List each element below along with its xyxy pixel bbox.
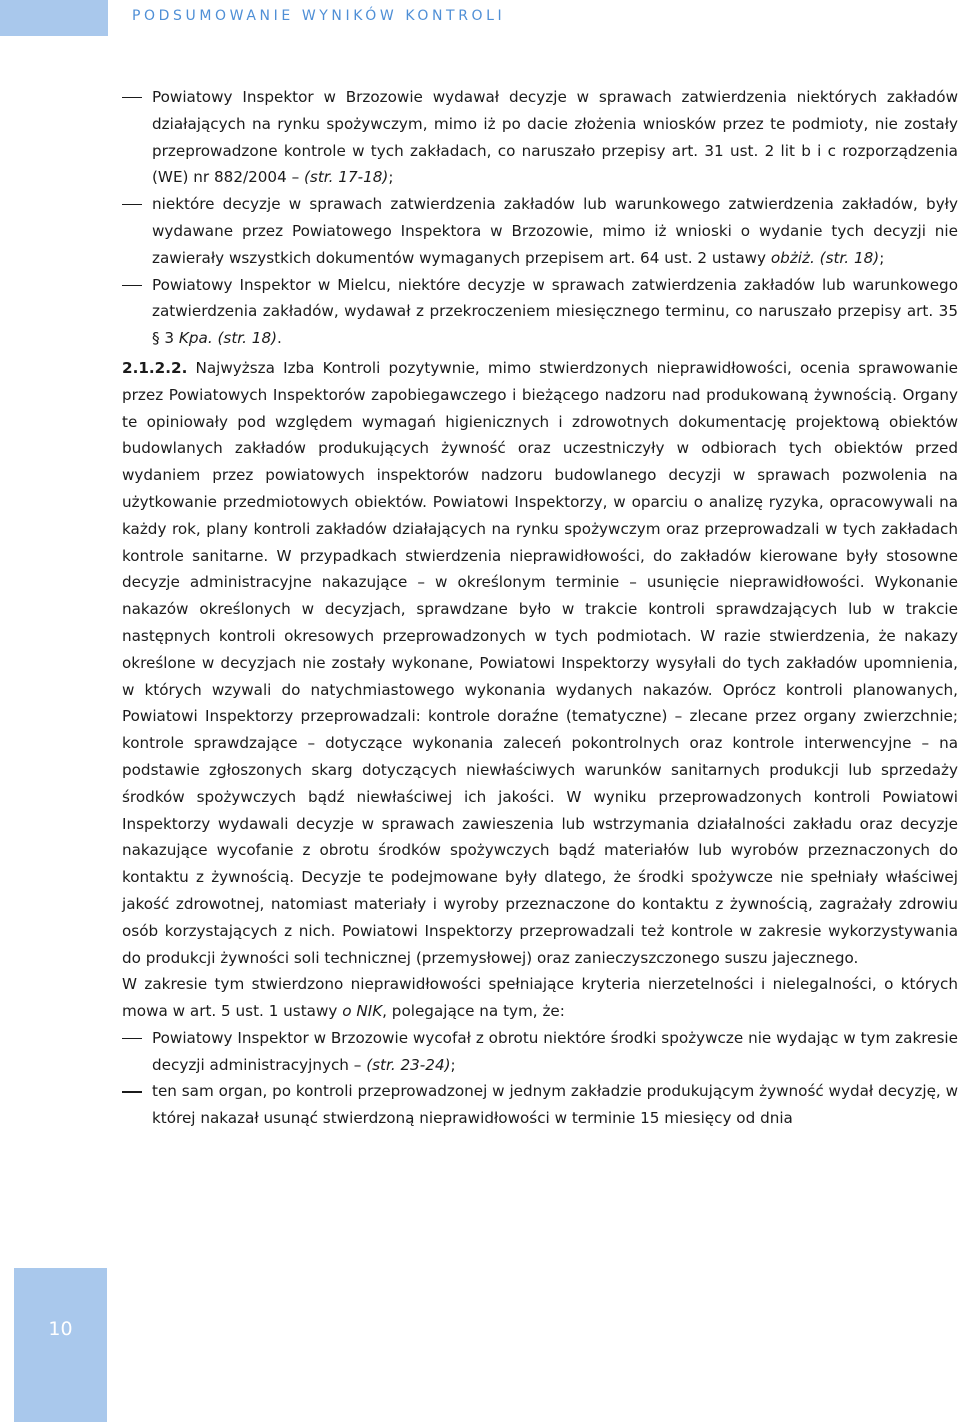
section-number: 2.1.2.2. — [122, 358, 188, 377]
list-item: ten sam organ, po kontroli przeprowadzonej w jednym zakładzie produkującym żywność wydał decyzję, w której nakazał usunąć stwierdzoną nieprawidłowości w terminie 15 miesięcy od dnia — [122, 1078, 958, 1132]
criteria-paragraph: W zakresie tym stwierdzono nieprawidłowości spełniające kryteria nierzetelności i nielegalności, o których mowa w art. 5 ust. 1 ustawy o NIK, polegające na tym, że: — [122, 975, 958, 1021]
findings-list-1 — [122, 84, 958, 352]
running-header-title: PODSUMOWANIE WYNIKÓW KONTROLI — [132, 8, 506, 24]
list-item: Powiatowy Inspektor w Mielcu, niektóre decyzje w sprawach zatwierdzenia zakładów lub warunkowego zatwierdzenia zakładów, wydawał z przekroczeniem miesięcznego terminu, co naruszało przepisy art. 35 § 3 Kpa. (str. 18). — [122, 272, 958, 352]
section-text: Najwyższa Izba Kontroli pozytywnie, mimo stwierdzonych nieprawidłowości, ocenia sprawowanie przez Powiatowych Inspektorów zapobiegawczego i bieżącego nadzoru nad produkowaną żywnością. Organy te opiniowały pod względem wymagań higienicznych i zdrowotnych dokumentację projektową obiektów budowlanych zakładów produkujących żywność oraz uczestniczyły w odbiorach tych obiektów przed wydaniem przez powiatowych inspektorów nadzoru budowlanego decyzji w sprawach pozwolenia na użytkowanie przedmiotowych obiektów. Powiatowi Inspektorzy, w oparciu o analizę ryzyka, opracowywali na każdy rok, plany kontroli zakładów działających na rynku spożywczym oraz przeprowadzali w tych zakładach kontrole sanitarne. W przypadkach stwierdzenia nieprawidłowości, do zakładów kierowane były stosowne decyzje administracyjne nakazujące – w określonym terminie – usunięcie nieprawidłowości. Wykonanie nakazów określonych w decyzjach, sprawdzane było w trakcie kontroli sprawdzających lub w trakcie następnych kontroli okresowych przeprowadzonych w tych podmiotach. W razie stwierdzenia, że nakazy określone w decyzjach nie zostały wykonane, Powiatowi Inspektorzy wysyłali do tych zakładów upomnienia, w których wzywali do natychmiastowego wykonania wydanych nakazów. Oprócz kontroli planowanych, Powiatowi Inspektorzy przeprowadzali: kontrole doraźne (tematyczne) – zlecane przez organy zwierzchnie; kontrole sprawdzające – dotyczące wykonania zaleceń pokontrolnych oraz kontrole interwencyjne – na podstawie zgłoszonych skarg dotyczących niewłaściwych warunków sanitarnych produkcji lub sprzedaży środków spożywczych bądź niewłaściwej ich jakości. W wyniku przeprowadzonych kontroli Powiatowi Inspektorzy wydawali decyzje w sprawach zawieszenia lub wstrzymania działalności zakładu oraz decyzje nakazujące wycofanie z obrotu środków spożywczych bądź materiałów lub wyrobów przeznaczonych do kontaktu z żywnością. Decyzje te podejmowane były dlatego, że środki spożywcze nie spełniały właściwej jakość zdrowotnej, natomiast materiały i wyroby przeznaczone do kontaktu z żywnością, zagrażały zdrowiu osób korzystających z nich. Powiatowi Inspektorzy przeprowadzali też kontrole w zakresie wykorzystywania do produkcji żywności soli technicznej (przemysłowej) oraz zanieczyszczonego suszu jajecznego. — [122, 358, 959, 967]
section-paragraph — [122, 355, 958, 971]
list-item: Powiatowy Inspektor w Brzozowie wydawał decyzje w sprawach zatwierdzenia niektórych zakładów działających na rynku spożywczym, mimo iż po dacie złożenia wniosków przez te podmioty, nie zostały przeprowadzone kontrole w tych zakładach, co naruszało przepisy art. 31 ust. 2 lit b i c rozporządzenia (WE) nr 882/2004 – (str. 17-18); — [122, 84, 958, 191]
list-item: Powiatowy Inspektor w Brzozowie wycofał z obrotu niektóre środki spożywcze nie wydając w tym zakresie decyzji administracyjnych – (str. 23-24); — [122, 1025, 958, 1079]
page-number-tab — [14, 1268, 107, 1422]
page-content — [122, 84, 958, 1132]
header-accent-block — [0, 0, 108, 36]
list-item: niektóre decyzje w sprawach zatwierdzenia zakładów lub warunkowego zatwierdzenia zakładów, były wydawane przez Powiatowego Inspektora w Brzozowie, mimo iż wnioski o wydanie tych decyzji nie zawierały wszystkich dokumentów wymaganych przepisem art. 64 ust. 2 ustawy obżiż. (str. 18); — [122, 191, 958, 271]
findings-list-2 — [122, 1025, 958, 1132]
page-number: 10 — [48, 1318, 73, 1340]
page-header — [0, 0, 960, 36]
